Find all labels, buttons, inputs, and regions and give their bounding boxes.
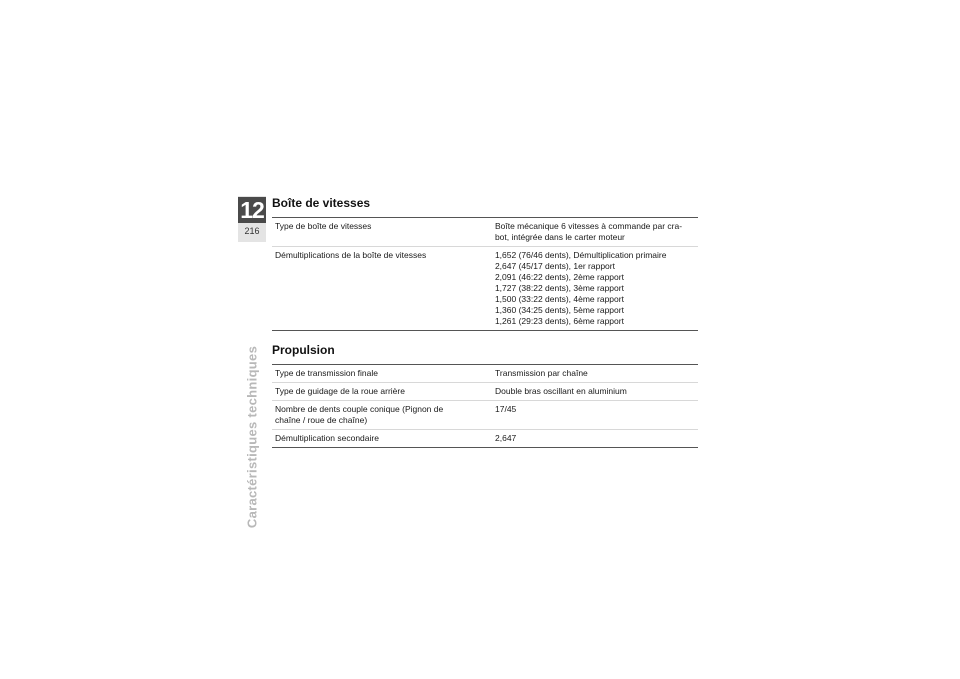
table-row [272,218,698,247]
propulsion-spec-table [272,364,698,448]
label-line: Type de guidage de la roue arrière [275,386,405,396]
row-value [492,401,698,430]
row-value [492,247,698,331]
row-value [492,365,698,383]
row-value [492,430,698,448]
value-line: bot, intégrée dans le carter moteur [494,232,625,242]
value-line: 1,727 (38:22 dents), 3ème rapport [494,283,624,293]
value-line: 1,500 (33:22 dents), 4ème rapport [494,294,624,304]
value-line: 17/45 [495,404,517,414]
table-row [272,430,698,448]
section-heading-propulsion: Propulsion [272,343,335,357]
page-number: 216 [244,226,260,236]
label-line: Nombre de dents couple conique (Pignon de [275,404,444,414]
row-label [272,218,492,247]
row-label [272,430,492,448]
content [272,196,698,448]
value-line: 2,091 (46:22 dents), 2ème rapport [494,272,624,282]
label-line: Démultiplication secondaire [275,433,379,443]
value-line: Boîte mécanique 6 vitesses à commande par cra- [494,221,683,231]
row-label [272,401,492,430]
table-row [272,365,698,383]
value-line: Double bras oscillant en aluminium [495,386,627,396]
value-line: 1,360 (34:25 dents), 5ème rapport [494,305,624,315]
value-line: 1,261 (29:23 dents), 6ème rapport [494,316,624,326]
label-line: Type de boîte de vitesses [275,221,372,231]
label-line: Type de transmission finale [275,368,378,378]
row-label [272,247,492,331]
table-row [272,247,698,331]
row-label [272,365,492,383]
gearbox-spec-table [272,217,698,331]
label-line: Démultiplications de la boîte de vitesses [275,250,427,260]
row-value [492,383,698,401]
row-label [272,383,492,401]
table-row [272,401,698,430]
chapter-number: 12 [238,197,266,223]
table-row [272,383,698,401]
chapter-title: Caractéristiques techniques [244,345,260,529]
value-line: 1,652 (76/46 dents), Démultiplication primaire [494,250,667,260]
value-line: 2,647 (45/17 dents), 1er rapport [494,261,615,271]
section-heading-gearbox: Boîte de vitesses [272,196,371,210]
label-line: chaîne / roue de chaîne) [275,415,368,425]
chapter-tab [238,196,266,242]
row-value [492,218,698,247]
value-line: Transmission par chaîne [495,368,588,378]
value-line: 2,647 [495,433,517,443]
